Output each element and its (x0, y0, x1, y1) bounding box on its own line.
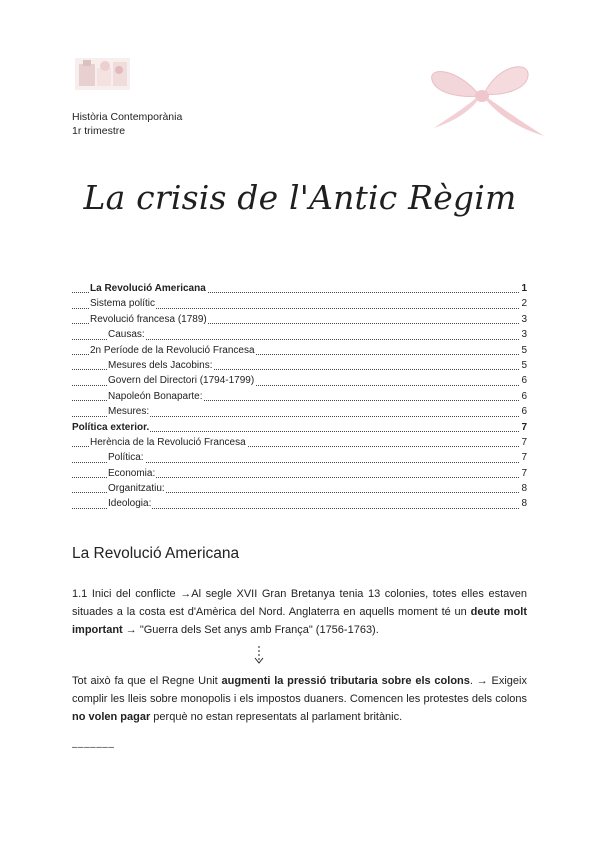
toc-page-number: 7 (520, 435, 527, 450)
toc-entry-label: 2n Període de la Revolució Francesa (90, 344, 255, 356)
bold-phrase: deute molt important (72, 606, 528, 636)
toc-page-number: 1 (520, 281, 527, 296)
toc-entry[interactable] (72, 481, 527, 496)
toc-entry[interactable] (72, 327, 527, 342)
toc-entry-label: Napoleón Bonaparte: (108, 390, 203, 402)
toc-entry[interactable] (72, 435, 527, 450)
paragraph-intro: 1.1 Inici del conflicte →Al segle XVII Gran Bretanya tenia 13 colonies, totes elles estaven situades a la costa est d'Amèrica del Nord. Anglaterra en aquells moment té un deute molt important → "Guerra dels Set anys amb França" (1756-1763). (72, 588, 528, 636)
toc-entry[interactable] (72, 312, 527, 327)
toc-entry-label: Govern del Directori (1794-1799) (108, 375, 255, 387)
bold-phrase: no volen pagar (72, 711, 151, 723)
toc-entry[interactable] (72, 450, 527, 465)
table-of-contents (72, 281, 527, 512)
toc-page-number: 7 (520, 420, 527, 435)
section-heading: La Revolució Americana (72, 545, 240, 562)
photo-thumbnail (75, 58, 130, 90)
toc-entry-label: Causas: (108, 329, 145, 341)
toc-entry-label: Mesures dels Jacobins: (108, 359, 213, 371)
toc-entry[interactable] (72, 466, 527, 481)
toc-page-number: 7 (520, 450, 527, 465)
toc-entry-label: Herència de la Revolució Francesa (90, 436, 246, 448)
toc-entry[interactable] (72, 420, 527, 435)
toc-page-number: 5 (520, 358, 527, 373)
toc-entry-label: Sistema polític (90, 298, 156, 310)
document-header (72, 110, 182, 138)
toc-page-number: 7 (520, 466, 527, 481)
toc-entry[interactable] (72, 389, 527, 404)
page-title: La crisis de l'Antic Règim (83, 178, 517, 217)
toc-page-number: 8 (520, 481, 527, 496)
toc-entry-label: Revolució francesa (1789) (90, 313, 207, 325)
toc-entry[interactable] (72, 343, 527, 358)
toc-page-number: 8 (520, 496, 527, 511)
toc-page-number: 3 (520, 312, 527, 327)
bold-phrase: augmenti la pressió tributaria sobre els colons (221, 675, 470, 687)
course-name: Història Contemporània (72, 111, 183, 123)
toc-entry[interactable] (72, 358, 527, 373)
toc-entry[interactable] (72, 296, 527, 311)
toc-page-number: 6 (520, 404, 527, 419)
toc-entry-label: Política: (108, 452, 144, 464)
toc-entry-label: Organitzatiu: (108, 483, 165, 495)
ribbon-bow-icon (418, 58, 548, 140)
down-arrow-icon (253, 645, 265, 665)
toc-entry[interactable] (72, 496, 527, 511)
separator-dashes: ––––––– (72, 742, 115, 753)
toc-entry-label: Política exterior. (72, 421, 150, 433)
toc-entry-label: Economia: (108, 467, 156, 479)
term-label: 1r trimestre (72, 125, 126, 137)
toc-entry[interactable] (72, 373, 527, 388)
toc-page-number: 2 (520, 296, 527, 311)
toc-page-number: 3 (520, 327, 527, 342)
toc-entry-label: Ideologia: (108, 498, 152, 510)
toc-entry-label: Mesures: (108, 406, 150, 418)
toc-entry-label: La Revolució Americana (90, 283, 206, 294)
toc-entry[interactable] (72, 281, 527, 296)
toc-page-number: 6 (520, 373, 527, 388)
paragraph-taxes: Tot això fa que el Regne Unit augmenti la pressió tributaria sobre els colons. → Exigeix complir les lleis sobre monopolis i els impostos duaners. Comencen les protestes dels colons no volen pagar perquè no estan representats al parlament britànic. (72, 675, 527, 723)
toc-page-number: 6 (520, 389, 527, 404)
toc-page-number: 5 (520, 343, 527, 358)
toc-entry[interactable] (72, 404, 527, 419)
